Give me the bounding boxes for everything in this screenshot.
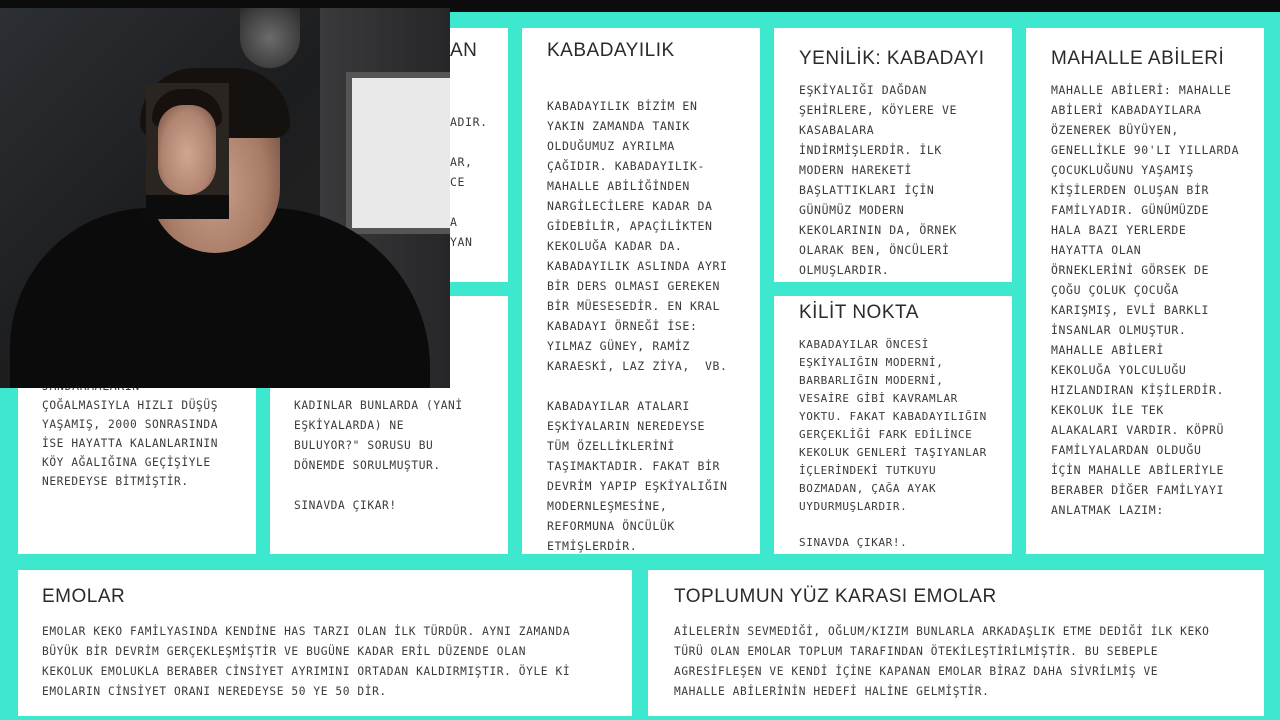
card-body-partial: ADIR. AR, CE A YAN: [450, 115, 488, 249]
background-monitor: [352, 78, 450, 228]
pip-face: [158, 105, 216, 195]
lamp-shape: [240, 8, 300, 68]
card-body: EŞKİYALIĞI DAĞDAN ŞEHİRLERE, KÖYLERE VE KASABALARA İNDİRMİŞLERDİR. İLK MODERN HAREKETİ BAŞLATTIKLARI İÇİN GÜNÜMÜZ MODERN KEKOLARININ DA, ÖRNEK OLARAK BEN, ÖNCÜLERİ OLMUŞLARDIR.: [799, 83, 957, 277]
card-body: KABADAYILIK BİZİM EN YAKIN ZAMANDA TANIK OLDUĞUMUZ AYRILMA ÇAĞIDIR. KABADAYILIK- MAHALLE ABİLİĞİNDEN NARGİLECİLERE KADAR DA GİDEBİLİR, APAÇİLİKTEN KEKOLUĞA KADAR DA. KABADAYILIK ASLINDA AYRI BİR DERS OLMASI GEREKEN BİR MÜESESEDİR. EN KRAL KABADAYI ÖRNEĞİ İSE: YILMAZ GÜNEY, RAMİZ KARAESKİ, LAZ ZİYA, VB. KABADAYILAR ATALARI EŞKİYALARIN NEREDEYSE TÜM ÖZELLİKLERİNİ TAŞIMAKTADIR. FAKAT BİR DEVRİM YAPIP EŞKİYALIĞIN MODERNLEŞMESİNE, REFORMUNA ÖNCÜLÜK ETMİŞLERDİR.: [547, 99, 728, 553]
card-mahalle-abileri: [1026, 28, 1264, 554]
card-title: EMOLAR: [42, 586, 126, 607]
card-title: MAHALLE ABİLERİ: [1051, 48, 1225, 69]
card-yenilik-kabadayi: [774, 28, 1012, 282]
card-body: EMOLAR KEKO FAMİLYASINDA KENDİNE HAS TARZI OLAN İLK TÜRDÜR. AYNI ZAMANDA BÜYÜK BİR DEVRİM GERÇEKLEŞMİŞTİR VE BUGÜNE KADAR ERİL DÜZENDE OLAN KEKOLUK EMOLUKLA BERABER CİNSİYET AYRIMINI ORTADAN KALDIRMIŞTIR. ÖYLE Kİ EMOLARIN CİNSİYET ORANI NEREDEYSE 50 YE 50 DİR.: [42, 625, 571, 698]
card-kabadayilik: [522, 28, 760, 554]
card-body: ÇOĞALMASIYLA HIZLI DÜŞÜŞ YAŞAMIŞ, 2000 SONRASINDA İSE HAYATTA KALANLARININ KÖY AĞALIĞINA GEÇİŞİYLE NEREDEYSE BİTMİŞTİR.: [42, 399, 219, 488]
webcam-pip-thumbnail: [146, 83, 229, 219]
card-title-partial: AN: [450, 40, 478, 61]
card-title: TOPLUMUN YÜZ KARASI EMOLAR: [674, 586, 997, 607]
pip-shirt: [146, 195, 229, 219]
card-emolar: [18, 570, 632, 716]
card-title: YENİLİK: KABADAYI: [799, 48, 985, 69]
card-body: AİLELERİN SEVMEDİĞİ, OĞLUM/KIZIM BUNLARLA ARKADAŞLIK ETME DEDİĞİ İLK KEKO TÜRÜ OLAN EMOLAR TOPLUM TARAFINDAN ÖTEKİLEŞTİRİLMİŞTİR. BU SEBEPLE AGRESİFLEŞEN VE KENDİ İÇİNE KAPANAN EMOLAR BİRAZ DAHA SİVRİLMİŞ VE MAHALLE ABİLERİNİN HEDEFİ HALİNE GELMİŞTİR.: [674, 625, 1210, 698]
card-body: KABADAYILAR ÖNCESİ EŞKİYALIĞIN MODERNİ, BARBARLIĞIN MODERNİ, VESAİRE GİBİ KAVRAMLAR YOKTU. FAKAT KABADAYILIĞIN GERÇEKLİĞİ FARK EDİLİNCE KEKOLUK GENLERİ TAŞIYANLAR İÇLERİNDEKİ TUTKUYU BOZMADAN, ÇAĞA AYAK UYDURMUŞLARDIR. SINAVDA ÇIKAR!.: [799, 338, 987, 549]
card-title: KABADAYILIK: [547, 40, 675, 61]
card-body: MAHALLE ABİLERİ: MAHALLE ABİLERİ KABADAYILARA ÖZENEREK BÜYÜYEN, GENELLİKLE 90'LI YILLARDA ÇOCUKLUĞUNU YAŞAMIŞ KİŞİLERDEN OLUŞAN BİR FAMİLYADIR. GÜNÜMÜZDE HALA BAZI YERLERDE HAYATTA OLAN ÖRNEKLERİNİ GÖRSEK DE ÇOĞU ÇOLUK ÇOCUĞA KARIŞMIŞ, EVLİ BARKLI İNSANLAR OLMUŞTUR. MAHALLE ABİLERİ KEKOLUĞA YOLCULUĞU HIZLANDIRAN KİŞİLERDİR. KEKOLUK İLE TEK ALAKALARI VARDIR. KÖPRÜ FAMİLYALARDAN OLDUĞU İÇİN MAHALLE ABİLERİYLE BERABER DİĞER FAMİLYAYI ANLATMAK LAZIM:: [1051, 83, 1240, 517]
card-kilit-nokta: [774, 296, 1012, 554]
card-body: KADINLAR BUNLARDA (YANİ EŞKİYALARDA) NE BULUYOR?" SORUSU BU DÖNEMDE SORULMUŞTUR. SINAVDA ÇIKAR!: [294, 399, 463, 512]
webcam-overlay: [0, 8, 450, 388]
card-toplumun-yuz-karasi: [648, 570, 1264, 716]
card-title: KİLİT NOKTA: [799, 302, 919, 323]
